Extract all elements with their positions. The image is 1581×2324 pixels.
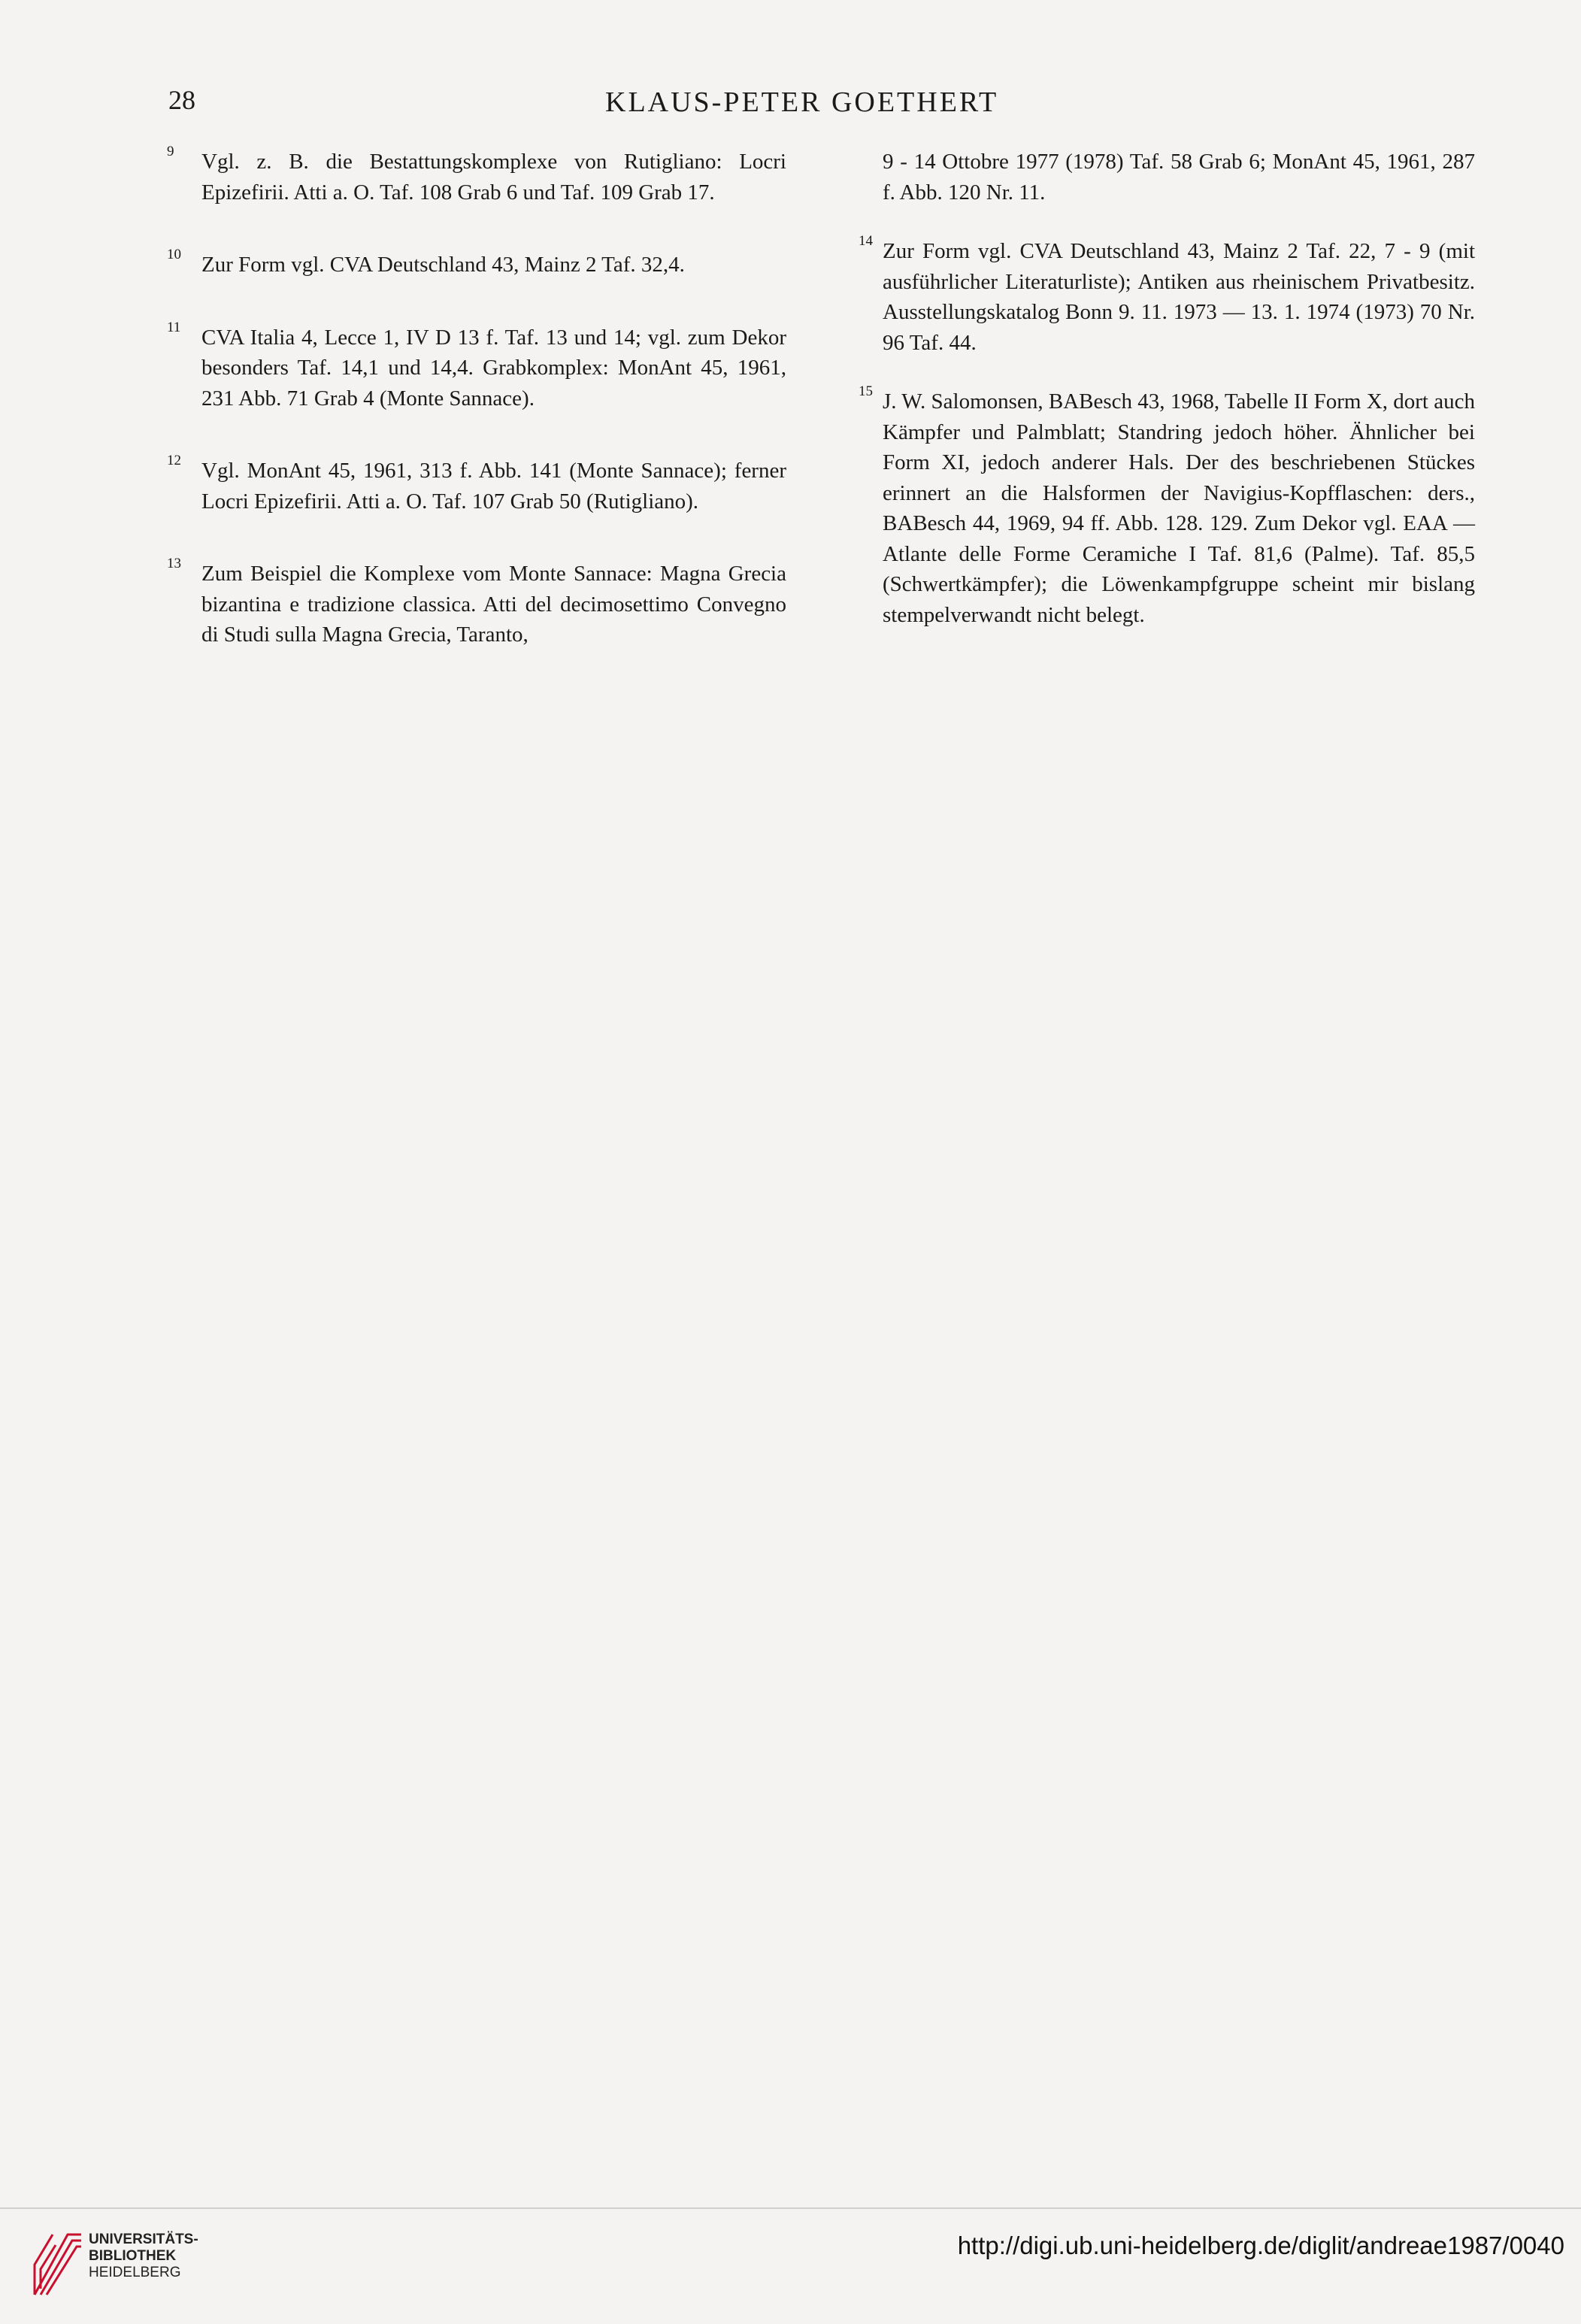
library-name-line2: BIBLIOTHEK <box>89 2248 177 2264</box>
footnote-11 <box>167 319 786 414</box>
footnote-number: 12 <box>167 453 181 468</box>
footnote-text: Zur Form vgl. CVA Deutschland 43, Mainz 2 Taf. 32,4. <box>201 253 685 277</box>
footnote-number: 15 <box>859 383 873 399</box>
footnote-text: 9 - 14 Ottobre 1977 (1978) Taf. 58 Grab 6; MonAnt 45, 1961, 287 f. Abb. 120 Nr. 11. <box>883 150 1475 205</box>
footnote-text: Vgl. MonAnt 45, 1961, 313 f. Abb. 141 (Monte Sannace); ferner Locri Epizefirii. Atti a. O. Taf. 107 Grab 50 (Rutigliano). <box>201 459 786 514</box>
page-number: 28 <box>168 85 195 115</box>
footnote-14 <box>859 233 1475 358</box>
footnote-15 <box>859 383 1475 630</box>
footnote-number: 13 <box>167 556 181 571</box>
footnotes-left-column <box>167 144 786 692</box>
footnote-text: Zur Form vgl. CVA Deutschland 43, Mainz 2 Taf. 22, 7 - 9 (mit ausführlicher Literaturliste); Antiken aus rheinischem Privatbesitz. Ausstellungskatalog Bonn 9. 11. 1973 — 13. 1. 1974 (1973) 70 Nr. 96 Taf. 44. <box>883 239 1475 355</box>
footnote-10 <box>167 247 786 280</box>
library-name-line1: UNIVERSITÄTS- <box>89 2232 198 2247</box>
library-name-line3: HEIDELBERG <box>89 2265 181 2280</box>
footnote-text: CVA Italia 4, Lecce 1, IV D 13 f. Taf. 13 und 14; vgl. zum Dekor besonders Taf. 14,1 und 14,4. Grabkomplex: MonAnt 45, 1961, 231 Abb. 71 Grab 4 (Monte Sannace). <box>201 325 786 411</box>
footnote-number: 10 <box>167 247 181 262</box>
footnote-9 <box>167 144 786 208</box>
bleed-through-shadow <box>195 1338 1323 2090</box>
footnotes-right-column <box>859 147 1475 672</box>
library-logo-icon <box>30 2219 86 2302</box>
footnote-13-continued <box>859 147 1475 208</box>
footnote-number: 11 <box>167 319 181 335</box>
running-head: KLAUS-PETER GOETHERT <box>605 86 999 118</box>
footnote-text: Vgl. z. B. die Bestattungskomplexe von Rutigliano: Locri Epizefirii. Atti a. O. Taf. 108 Grab 6 und Taf. 109 Grab 17. <box>201 150 786 205</box>
footnote-13 <box>167 556 786 650</box>
footnote-number: 9 <box>167 144 174 159</box>
source-url-link[interactable]: http://digi.ub.uni-heidelberg.de/diglit/andreae1987/0040 <box>957 2232 1564 2259</box>
footnote-12 <box>167 453 786 517</box>
footnote-text: J. W. Salomonsen, BABesch 43, 1968, Tabelle II Form X, dort auch Kämpfer und Palmblatt; Standring jedoch höher. Ähnlicher bei Form XI, jedoch anderer Hals. Der des beschriebenen Stückes erinnert an die Halsformen der Navigius-Kopfflaschen: ders., BABesch 44, 1969, 94 ff. Abb. 128. 129. Zum Dekor vgl. EAA — Atlante delle Forme Ceramiche I Taf. 81,6 (Palme). Taf. 85,5 (Schwertkämpfer); die Löwenkampfgruppe scheint mir bislang stempelverwandt nicht belegt. <box>883 389 1475 627</box>
library-name <box>89 2232 198 2281</box>
footnote-number: 14 <box>859 233 873 249</box>
footnote-text: Zum Beispiel die Komplexe vom Monte Sannace: Magna Grecia bizantina e tradizione classica. Atti del decimosettimo Convegno di Studi sulla Magna Grecia, Taranto, <box>201 562 786 647</box>
footer-divider <box>0 2207 1581 2209</box>
